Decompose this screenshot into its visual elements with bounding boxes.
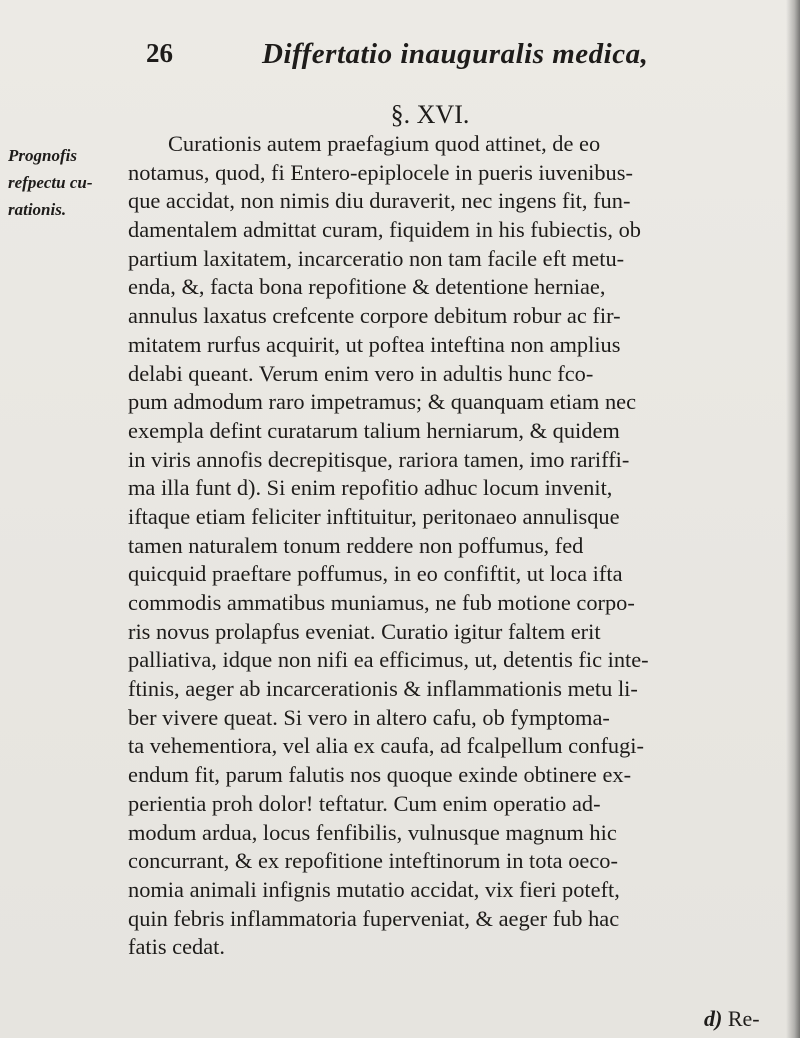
text-line: que accidat, non nimis diu duraverit, nec ingens fit, fun-: [128, 188, 631, 214]
text-line: in viris annofis decrepitisque, rariora tamen, imo rariffi-: [128, 446, 630, 472]
text-line: iftaque etiam feliciter inftituitur, peritonaeo annulisque: [128, 503, 620, 529]
catchword: [704, 1006, 760, 1032]
text-line: delabi queant. Verum enim vero in adultis hunc fco-: [128, 360, 594, 386]
margin-note-line: rationis.: [8, 200, 67, 219]
section-heading: §. XVI.: [390, 100, 470, 129]
text-line: quicquid praeftare poffumus, in eo confiftit, ut loca ifta: [128, 561, 623, 587]
page-edge-shadow: [786, 0, 800, 1038]
text-line: concurrant, & ex repofitione inteftinorum in tota oeco-: [128, 848, 618, 874]
text-line: quin febris inflammatoria fuperveniat, & aeger fub hac: [128, 905, 620, 931]
text-line: damentalem admittat curam, fiquidem in his fubiectis, ob: [128, 217, 641, 243]
text-line: Curationis autem praefagium quod attinet, de eo: [168, 131, 601, 156]
margin-note: [8, 142, 120, 223]
margin-note-line: Prognofis: [8, 146, 77, 165]
text-line: pum admodum raro impetramus; & quanquam etiam nec: [128, 389, 637, 415]
body-text: [128, 130, 766, 962]
text-line: notamus, quod, fi Entero-epiplocele in pueris iuvenibus-: [128, 159, 633, 185]
text-line: ber vivere queat. Si vero in altero cafu, ob fymptoma-: [128, 704, 610, 730]
text-line: enda, &, facta bona repofitione & detentione herniae,: [128, 274, 606, 300]
text-line: exempla defint curatarum talium herniarum, & quidem: [128, 417, 620, 443]
text-line: endum fit, parum falutis nos quoque exinde obtinere ex-: [128, 762, 632, 788]
text-line: ma illa funt d). Si enim repofitio adhuc locum invenit,: [128, 475, 613, 501]
text-line: ftinis, aeger ab incarcerationis & inflammationis metu li-: [128, 676, 638, 702]
footnote-mark: d): [704, 1006, 723, 1031]
text-line: annulus laxatus crefcente corpore debitum robur ac fir-: [128, 303, 621, 329]
text-line: fatis cedat.: [128, 934, 225, 960]
text-line: nomia animali infignis mutatio accidat, vix fieri poteft,: [128, 876, 620, 902]
page-number: 26: [146, 38, 173, 68]
page-header: [146, 38, 706, 82]
text-line: palliativa, idque non nifi ea efficimus, ut, detentis fic inte-: [128, 647, 649, 673]
catchword-text: Re-: [727, 1006, 760, 1031]
text-line: commodis ammatibus muniamus, ne fub motione corpo-: [128, 590, 635, 615]
text-line: ta vehementiora, vel alia ex caufa, ad fcalpellum confugi-: [128, 733, 644, 759]
running-title: Differtatio inauguralis medica,: [262, 38, 649, 70]
text-line: modum ardua, locus fenfibilis, vulnusque magnum hic: [128, 819, 617, 845]
text-line: perientia proh dolor! teftatur. Cum enim operatio ad-: [128, 790, 601, 816]
text-line: partium laxitatem, incarceratio non tam facile eft metu-: [128, 245, 625, 271]
text-line: ris novus prolapfus eveniat. Curatio igitur faltem erit: [128, 618, 601, 644]
text-line: mitatem rurfus acquirit, ut poftea inteftina non amplius: [128, 331, 621, 357]
margin-note-line: refpectu cu-: [8, 173, 93, 192]
text-line: tamen naturalem tonum reddere non poffumus, fed: [128, 532, 584, 558]
